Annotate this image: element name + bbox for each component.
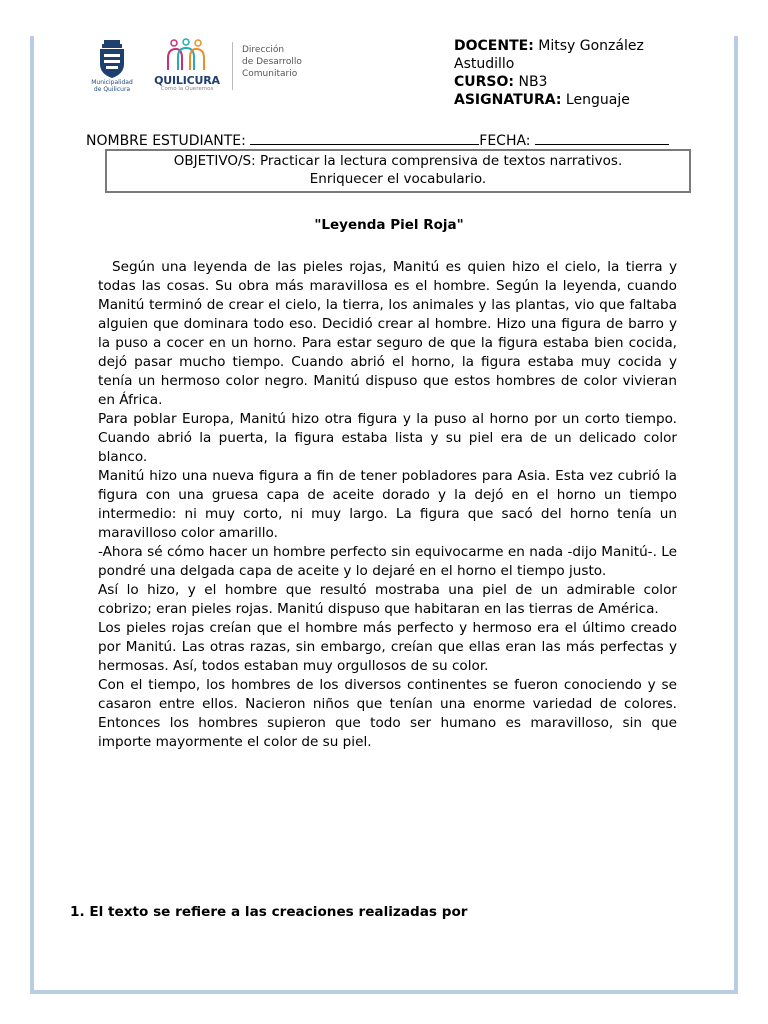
story-paragraph: Los pieles rojas creían que el hombre más perfecto y hermoso era el último creado por Manitú. Las otras razas, sin embargo, creían que ellas eran las más perfectas y hermosas. Así, todos estaban muy orgullosos de su color. (98, 620, 677, 674)
story-paragraph: Con el tiempo, los hombres de los diversos continentes se fueron conociendo y se casaron entre ellos. Nacieron niños que tenían una enorme variedad de colores. Entonces los hombres supieron que todo ser humano es maravilloso, sin que importe mayormente el color de su piel. (98, 677, 677, 750)
story-paragraph: Manitú hizo una nueva figura a fin de tener pobladores para Asia. Esta vez cubrió la figura con una gruesa capa de aceite dorado y la dejó en el horno un tiempo intermedio: ni muy corto, ni muy largo. La figura que sacó del horno tenía un maravilloso color amarillo. (98, 468, 677, 541)
question-1: 1. El texto se refiere a las creaciones realizadas por (70, 904, 468, 920)
asignatura-row (454, 91, 704, 109)
student-name-field[interactable] (250, 130, 479, 145)
objective-line2: Enriquecer el vocabulario. (309, 171, 487, 187)
story-body (98, 258, 677, 752)
story-paragraph: Según una leyenda de las pieles rojas, Manitú es quien hizo el cielo, la tierra y todas las cosas. Su obra más maravillosa es el hombre. Según la leyenda, cuando Manitú terminó de crear el cielo, la tierra, los animales y las plantas, vio que faltaba alguien que dominara todo eso. Decidió crear al hombre. Hizo una figura de barro y la puso a cocer en un horno. Para estar seguro de que la figura estaba bien cocida, dejó pasar mucho tiempo. Cuando abrió el horno, la figura estaba muy cocida y tenía un hermoso color negro. Manitú dispuso que estos hombres de color vivieran en África. (98, 259, 677, 408)
docente-value: Mitsy González Astudillo (454, 38, 644, 72)
student-name-label: NOMBRE ESTUDIANTE: (86, 133, 246, 149)
story-paragraph: -Ahora sé cómo hacer un hombre perfecto sin equivocarme en nada -dijo Manitú-. Le pondré una delgada capa de aceite y lo dejaré en el horno el tiempo justo. (98, 544, 677, 579)
docente-label: DOCENTE: (454, 38, 534, 54)
department-line1: Dirección (242, 45, 285, 55)
story-title: "Leyenda Piel Roja" (314, 217, 464, 233)
department-line3: Comunitario (242, 69, 298, 79)
curso-label: CURSO: (454, 74, 515, 90)
muni-caption-line1: Municipalidad (91, 79, 133, 86)
department-label (242, 44, 302, 80)
curso-value: NB3 (514, 74, 548, 90)
course-meta (454, 37, 704, 109)
asignatura-value: Lenguaje (561, 92, 630, 108)
objective-box (105, 149, 691, 193)
story-paragraph: Para poblar Europa, Manitú hizo otra figura y la puso al horno por un corto tiempo. Cuando abrió la puerta, la figura estaba lista y su piel era de un delicado color blanco. (98, 411, 677, 465)
brand-tagline: Como la Queremos (160, 86, 214, 92)
brand-name: QUILICURA (154, 74, 220, 87)
asignatura-label: ASIGNATURA: (454, 92, 562, 108)
logo-divider (232, 42, 233, 90)
story-paragraph: Así lo hizo, y el hombre que resultó mostraba una piel de un admirable color cobrizo; eran pieles rojas. Manitú dispuso que habitaran en las tierras de América. (98, 582, 677, 617)
objective-line1: OBJETIVO/S: Practicar la lectura comprensiva de textos narrativos. (173, 153, 623, 169)
date-field[interactable] (535, 130, 669, 145)
department-line2: de Desarrollo (242, 57, 302, 67)
curso-row (454, 73, 704, 91)
docente-row (454, 37, 704, 73)
municipality-caption (80, 79, 144, 93)
date-label: FECHA: (479, 133, 531, 149)
student-info-row (86, 130, 669, 150)
muni-caption-line2: de Quilicura (93, 86, 131, 93)
